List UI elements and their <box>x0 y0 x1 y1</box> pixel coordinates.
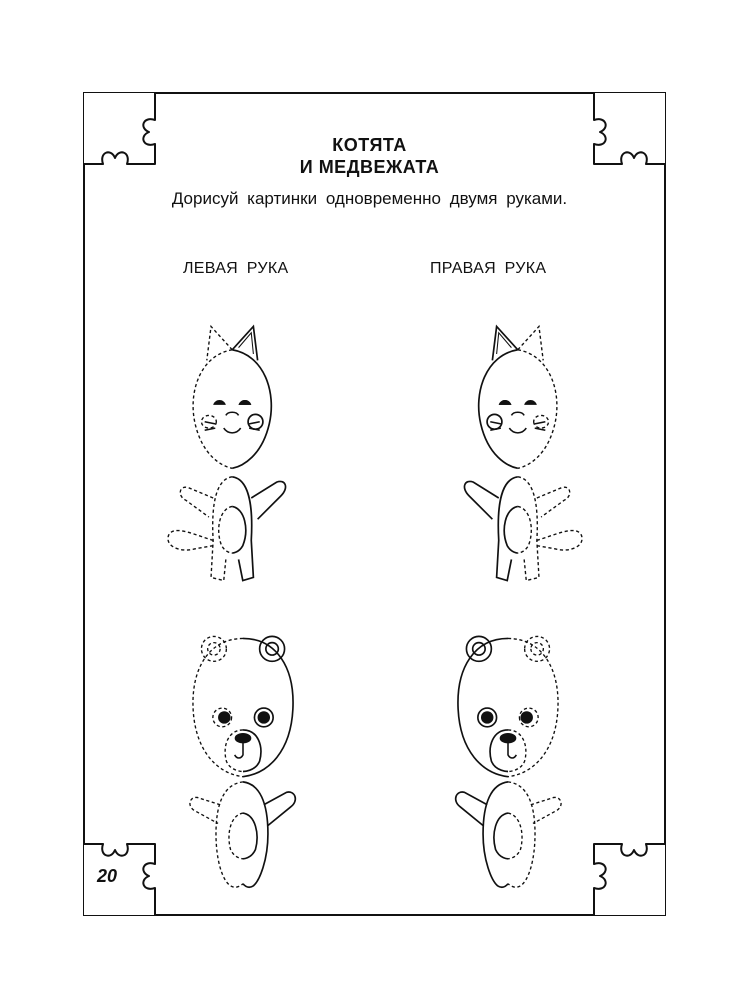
kitten-right-hand-icon[interactable] <box>425 318 600 588</box>
bear-right-hand-icon[interactable] <box>423 626 593 891</box>
column-label-right-hand: ПРАВАЯ РУКА <box>430 260 547 277</box>
page-title <box>0 134 739 178</box>
title-line-1: КОТЯТА <box>332 135 407 155</box>
column-label-left-hand: ЛЕВАЯ РУКА <box>183 260 289 277</box>
kitten-left-hand-icon[interactable] <box>150 318 325 588</box>
puzzle-corner-bottom-left-icon <box>83 842 157 916</box>
instruction-text: Дорисуй картинки одновременно двумя руками. <box>171 189 568 208</box>
puzzle-corner-bottom-right-icon <box>592 842 666 916</box>
title-line-2: И МЕДВЕЖАТА <box>299 157 440 177</box>
page-number: 20 <box>97 866 118 886</box>
bear-left-hand-icon[interactable] <box>158 626 328 891</box>
